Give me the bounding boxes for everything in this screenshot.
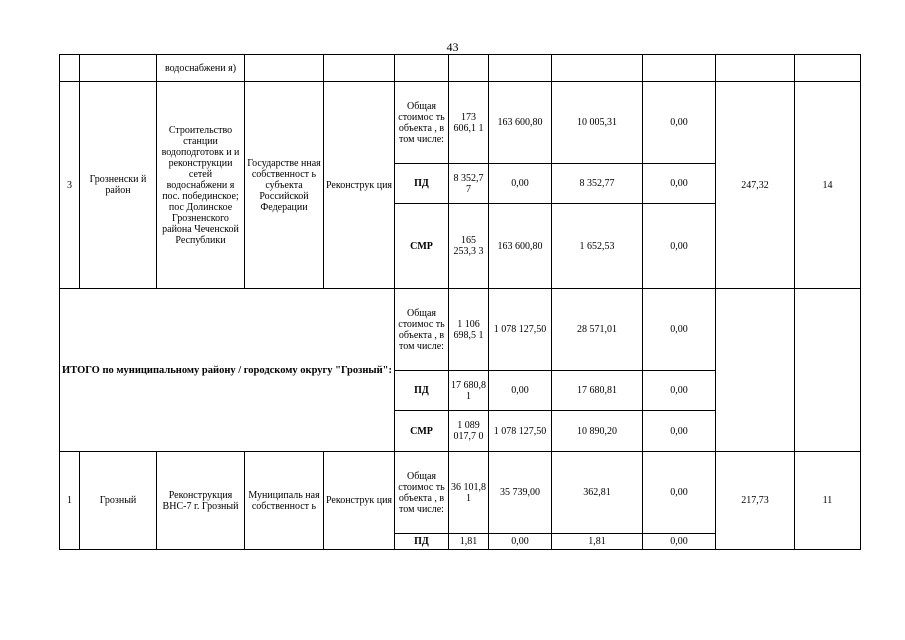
num-cell xyxy=(60,55,80,82)
amount-cell xyxy=(552,55,643,82)
ownership-cell xyxy=(245,55,324,82)
label-cell: Общая стоимос ть объекта , в том числе: xyxy=(395,452,449,534)
num-cell: 1 xyxy=(60,452,80,550)
amount-cell: 17 680,81 xyxy=(552,371,643,411)
amount-cell: 0,00 xyxy=(489,164,552,204)
num-cell: 3 xyxy=(60,82,80,289)
amount-cell: 1 652,53 xyxy=(552,204,643,289)
label-cell: ПД xyxy=(395,371,449,411)
amount-cell: 0,00 xyxy=(643,289,716,371)
work-type-cell: Реконструк ция xyxy=(324,452,395,550)
total-cell xyxy=(449,55,489,82)
label-cell: ПД xyxy=(395,534,449,550)
count-cell xyxy=(795,289,861,452)
label-cell: СМР xyxy=(395,411,449,452)
amount-cell: 163 600,80 xyxy=(489,204,552,289)
district-cell: Грозненски й район xyxy=(80,82,157,289)
total-cell: 173 606,1 1 xyxy=(449,82,489,164)
total-cell: 17 680,8 1 xyxy=(449,371,489,411)
amount-cell: 1 078 127,50 xyxy=(489,289,552,371)
capacity-cell xyxy=(716,289,795,452)
cost-table xyxy=(59,54,861,550)
total-cell: 1 089 017,7 0 xyxy=(449,411,489,452)
total-cell: 1,81 xyxy=(449,534,489,550)
district-cell xyxy=(80,55,157,82)
amount-cell: 0,00 xyxy=(643,204,716,289)
total-cell: 165 253,3 3 xyxy=(449,204,489,289)
district-cell: Грозный xyxy=(80,452,157,550)
amount-cell: 10 005,31 xyxy=(552,82,643,164)
amount-cell xyxy=(643,55,716,82)
page-number: 43 xyxy=(446,40,459,54)
capacity-cell xyxy=(716,55,795,82)
amount-cell: 0,00 xyxy=(643,452,716,534)
capacity-cell: 247,32 xyxy=(716,82,795,289)
amount-cell: 28 571,01 xyxy=(552,289,643,371)
total-cell: 36 101,8 1 xyxy=(449,452,489,534)
object-cell: Реконструкция ВНС-7 г. Грозный xyxy=(157,452,245,550)
amount-cell: 0,00 xyxy=(489,534,552,550)
subtotal-label: ИТОГО по муниципальному району / городскому округу "Грозный": xyxy=(60,289,395,452)
work-type-cell xyxy=(324,55,395,82)
amount-cell: 0,00 xyxy=(643,371,716,411)
capacity-cell: 217,73 xyxy=(716,452,795,550)
object-cell: Строительство станции водоподготовк и и реконструкции сетей водоснабжени я пос. побединское; пос Долинское Грозненского района Чеченской Республики xyxy=(157,82,245,289)
amount-cell: 1,81 xyxy=(552,534,643,550)
label-cell: Общая стоимос ть объекта , в том числе: xyxy=(395,289,449,371)
table-row xyxy=(60,289,861,371)
amount-cell: 0,00 xyxy=(643,164,716,204)
label-cell: СМР xyxy=(395,204,449,289)
amount-cell: 0,00 xyxy=(643,82,716,164)
count-cell xyxy=(795,55,861,82)
amount-cell: 10 890,20 xyxy=(552,411,643,452)
amount-cell: 362,81 xyxy=(552,452,643,534)
table-row xyxy=(60,452,861,534)
total-cell: 1 106 698,5 1 xyxy=(449,289,489,371)
label-cell: Общая стоимос ть объекта , в том числе: xyxy=(395,82,449,164)
table-row xyxy=(60,55,861,82)
amount-cell: 0,00 xyxy=(643,534,716,550)
ownership-cell: Государстве нная собственност ь субъекта Российской Федерации xyxy=(245,82,324,289)
object-cell: водоснабжени я) xyxy=(157,55,245,82)
amount-cell: 0,00 xyxy=(489,371,552,411)
label-cell: ПД xyxy=(395,164,449,204)
ownership-cell: Муниципаль ная собственност ь xyxy=(245,452,324,550)
work-type-cell: Реконструк ция xyxy=(324,82,395,289)
label-cell xyxy=(395,55,449,82)
amount-cell: 8 352,77 xyxy=(552,164,643,204)
table-row xyxy=(60,82,861,164)
count-cell: 11 xyxy=(795,452,861,550)
amount-cell xyxy=(489,55,552,82)
count-cell: 14 xyxy=(795,82,861,289)
amount-cell: 1 078 127,50 xyxy=(489,411,552,452)
total-cell: 8 352,7 7 xyxy=(449,164,489,204)
amount-cell: 35 739,00 xyxy=(489,452,552,534)
amount-cell: 0,00 xyxy=(643,411,716,452)
amount-cell: 163 600,80 xyxy=(489,82,552,164)
